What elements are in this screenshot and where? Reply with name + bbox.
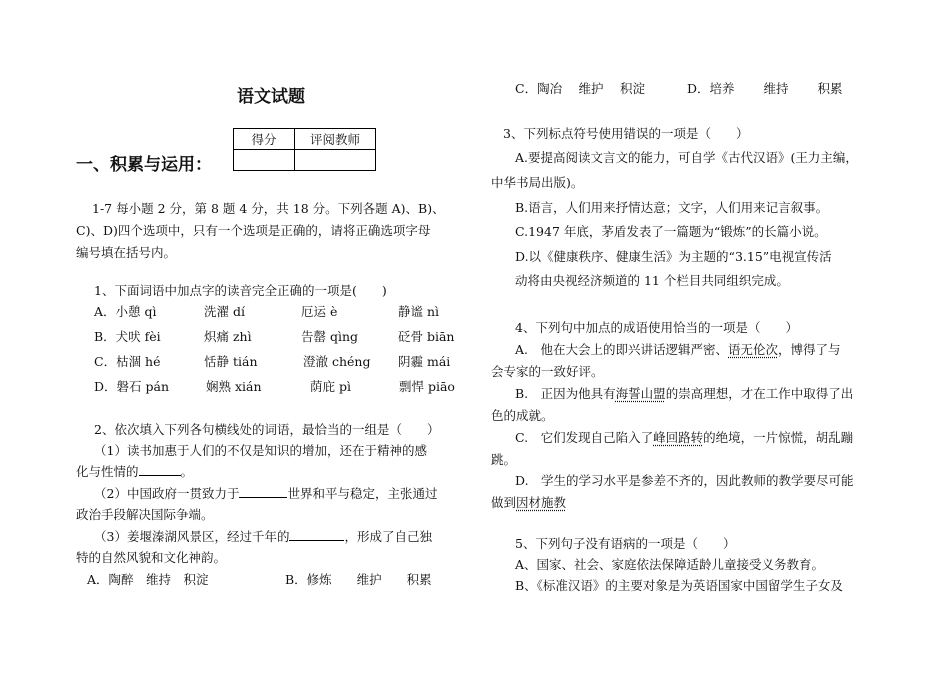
q4-option-b-1 (515, 384, 853, 402)
q4-c-idiom: 峰回路转 (653, 430, 704, 445)
q2-option-b: B．修炼 维护 积累 (285, 572, 432, 587)
q1-option-c-4: 阴霾 mái (398, 354, 451, 369)
q4-option-d-2 (491, 493, 566, 511)
q1-option-b-2: 炽痛 zhì (204, 329, 252, 344)
q1-option-d-4: 剽悍 piāo (399, 379, 455, 394)
q1-option-c-2: 恬静 tián (204, 354, 258, 369)
q1-option-c-1: C．枯涸 hé (94, 354, 161, 369)
q1-option-d-2: 娴熟 xián (206, 379, 262, 394)
instructions-line-1: 1-7 每小题 2 分，第 8 题 4 分，共 18 分。下列各题 A)、B)、 (92, 201, 445, 216)
q4-option-b-2: 色的成就。 (491, 408, 554, 423)
grader-cell (295, 150, 376, 171)
grader-header: 评阅教师 (295, 129, 376, 150)
q2-sentence-2a (94, 484, 437, 502)
q4-option-a-1 (515, 340, 841, 358)
q1-option-b-1: B．犬吠 fèi (94, 329, 161, 344)
score-table (233, 128, 376, 171)
q5-stem: 5、下列句子没有语病的一项是（ ） (515, 536, 736, 551)
q2-s2-text-a: （2）中国政府一贯致力于 (94, 486, 240, 501)
q2-sentence-2b: 政治手段解决国际争端。 (76, 507, 214, 522)
q3-option-a-2: 中华书局出版)。 (491, 175, 584, 190)
instructions-line-2: C)、D)四个选项中，只有一个选项是正确的，请将正确选项字母 (76, 223, 431, 238)
q1-option-a-3: 厄运 è (301, 304, 338, 319)
q1-option-c-3: 澄澈 chéng (303, 354, 371, 369)
q3-stem: 3、下列标点符号使用错误的一项是（ ） (503, 126, 749, 141)
q2-s3-blank (289, 528, 344, 541)
q2-sentence-1b (76, 462, 193, 480)
q4-stem: 4、下列句中加点的成语使用恰当的一项是（ ） (515, 320, 798, 335)
q2-s3-text-a: （3）姜堰溱湖风景区，经过千年的 (94, 529, 290, 544)
q2-sentence-1a: （1）读书加惠于人们的不仅是知识的增加，还在于精神的感 (94, 443, 427, 458)
q4-b-text: B. 正因为他具有 (515, 386, 616, 401)
score-header: 得分 (234, 129, 295, 150)
page-title: 语文试题 (237, 87, 305, 107)
q4-c-text-end: 的绝境，一片惊慌，胡乱蹦 (703, 430, 854, 445)
q3-option-d-2: 动将由央视经济频道的 11 个栏目共同组织完成。 (515, 273, 789, 288)
q4-b-text-end: 的崇高理想，才在工作中取得了出 (665, 386, 854, 401)
q1-option-a-2: 洗濯 dí (204, 304, 245, 319)
q1-option-b-3: 告罄 qìng (301, 329, 359, 344)
q1-option-d-3: 荫庇 pì (310, 379, 351, 394)
q2-sentence-3a (94, 527, 432, 545)
q3-option-a-1: A.要提高阅读文言文的能力，可自学《古代汉语》(王力主编， (515, 150, 858, 165)
q3-option-c: C.1947 年底，茅盾发表了一篇题为“锻炼”的长篇小说。 (515, 224, 827, 239)
q4-d-text: 做到 (491, 495, 517, 510)
q1-stem: 1、下面词语中加点字的读音完全正确的一项是( ) (94, 283, 387, 298)
section-title: 一、积累与运用： (76, 155, 212, 175)
q4-option-a-2: 会专家的一致好评。 (491, 364, 604, 379)
q5-option-b: B、《标准汉语》的主要对象是为英语国家中国留学生子女及 (515, 578, 843, 593)
q4-option-c-2: 跳。 (491, 452, 517, 467)
q4-a-text-end: ，博得了与 (778, 342, 841, 357)
q2-stem: 2、依次填入下列各句横线处的词语，最恰当的一组是（ ） (94, 422, 440, 437)
q1-option-a-1: A．小憩 qì (94, 304, 157, 319)
q2-s2-text-b: 世界和平与稳定，主张通过 (287, 486, 438, 501)
q4-option-d-1: D. 学生的学习水平是参差不齐的，因此教师的教学要尽可能 (515, 473, 854, 488)
q2-option-a: A．陶醉 维持 积淀 (87, 572, 209, 587)
q1-option-d-1: D．磐石 pán (94, 379, 170, 394)
q2-option-c: C．陶冶 维护 积淀 (515, 81, 646, 96)
q3-option-d-1: D.以《健康秩序、健康生活》为主题的“3.15”电视宣传活 (515, 249, 832, 264)
q4-c-text: C. 它们发现自己陷入了 (515, 430, 654, 445)
q2-s1-blank (139, 463, 181, 476)
q4-option-c-1 (515, 428, 853, 446)
q2-sentence-3b: 特的自然风貌和文化神韵。 (76, 550, 227, 565)
q4-a-text: A. 他在大会上的即兴讲话逻辑严密、 (515, 342, 729, 357)
q2-s1-end: 。 (180, 464, 194, 479)
q1-option-a-4: 静谧 nì (398, 304, 440, 319)
q2-s2-blank (239, 485, 287, 498)
q2-option-d: D．培养 维持 积累 (687, 81, 843, 96)
score-cell (234, 150, 295, 171)
q4-b-idiom: 海誓山盟 (615, 386, 666, 401)
q2-s3-text-b: ，形成了自己独 (344, 529, 432, 544)
q1-option-b-4: 砭骨 biān (398, 329, 455, 344)
q4-d-idiom: 因材施教 (516, 495, 567, 510)
q5-option-a: A、国家、社会、家庭依法保障适龄儿童接受义务教育。 (515, 557, 825, 572)
q3-option-b: B.语言，人们用来抒情达意；文字，人们用来记言叙事。 (515, 200, 829, 215)
instructions-line-3: 编号填在括号内。 (76, 245, 177, 260)
q2-s1-text: 化与性情的 (76, 464, 139, 479)
q4-a-idiom: 语无伦次 (728, 342, 779, 357)
